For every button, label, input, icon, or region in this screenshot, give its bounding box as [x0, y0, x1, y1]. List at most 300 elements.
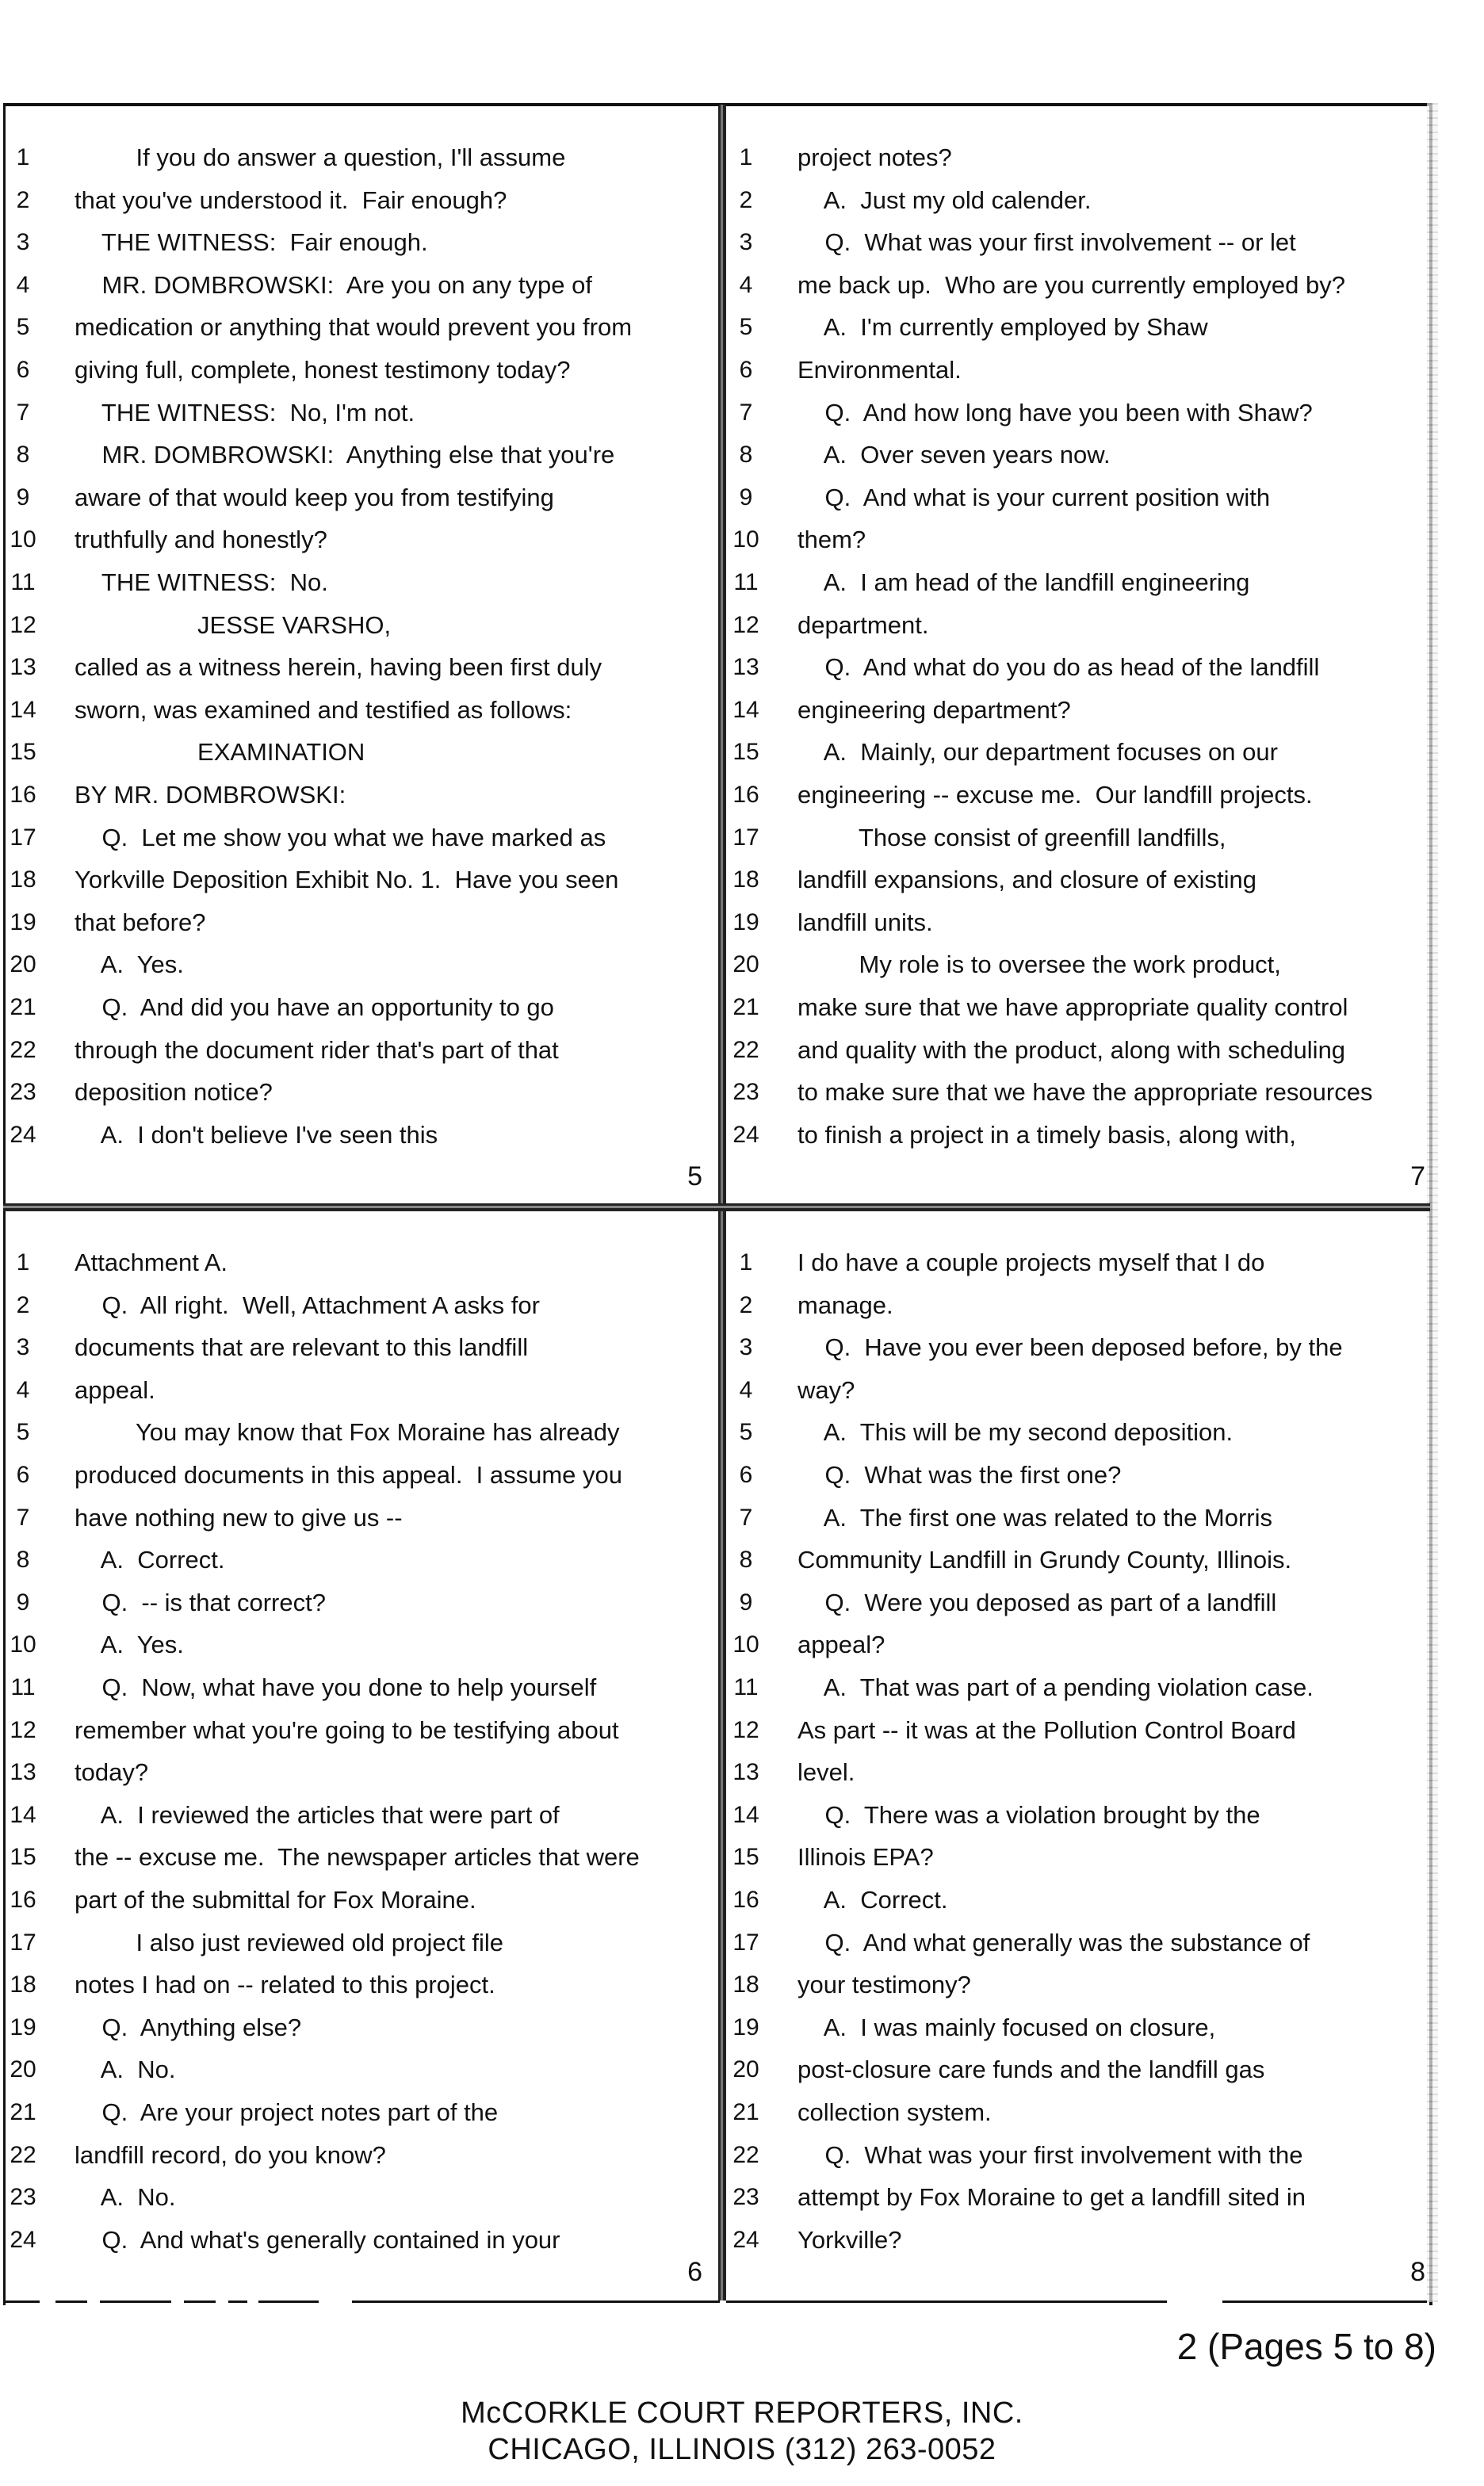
- transcript-line: [5, 1583, 710, 1623]
- line-number: 9: [739, 1589, 753, 1616]
- page-number: 6: [687, 2257, 702, 2287]
- line-text: landfill expansions, and closure of existing: [797, 866, 1257, 894]
- transcript-line: [5, 1753, 710, 1792]
- line-number: 15: [10, 739, 36, 766]
- transcript-line: [728, 1371, 1433, 1410]
- transcript-line: [5, 1371, 710, 1410]
- line-text: I do have a couple projects myself that I do: [797, 1249, 1265, 1276]
- line-text: As part -- it was at the Pollution Control Board: [797, 1715, 1296, 1744]
- line-number: 19: [10, 908, 36, 935]
- line-number: 24: [732, 1121, 759, 1148]
- transcript-line: [728, 1838, 1433, 1877]
- transcript-line: [728, 1880, 1433, 1920]
- transcript-line: [728, 181, 1433, 220]
- line-number: 12: [732, 611, 759, 638]
- line-text: engineering -- excuse me. Our landfill projects.: [797, 781, 1313, 809]
- line-text: the -- excuse me. The newspaper articles that were: [75, 1843, 640, 1872]
- line-text: giving full, complete, honest testimony today?: [75, 356, 571, 384]
- line-text: A. I don't believe I've seen this: [75, 1120, 438, 1149]
- line-number: 8: [16, 1547, 30, 1574]
- line-text: Illinois EPA?: [797, 1843, 934, 1872]
- line-text: landfill record, do you know?: [75, 2140, 386, 2169]
- line-number: 18: [10, 866, 36, 893]
- line-number: 15: [10, 1844, 36, 1871]
- line-text: Q. -- is that correct?: [75, 1588, 326, 1616]
- line-number: 19: [732, 2014, 759, 2040]
- line-text: Q. Let me show you what we have marked as: [75, 823, 606, 851]
- line-number: 12: [10, 1716, 36, 1743]
- line-text: sworn, was examined and testified as follows:: [75, 695, 572, 724]
- transcript-line: [728, 1965, 1433, 2005]
- reporter-name: McCORKLE COURT REPORTERS, INC.: [461, 2396, 1023, 2430]
- transcript-line: [5, 988, 710, 1027]
- line-number: 12: [10, 611, 36, 638]
- transcript-line: [5, 1031, 710, 1070]
- line-text: notes I had on -- related to this project.: [75, 1971, 495, 1999]
- line-number: 23: [10, 1079, 36, 1106]
- line-number: 13: [10, 1759, 36, 1786]
- transcript-line: [728, 1923, 1433, 1963]
- line-text: A. Mainly, our department focuses on our: [797, 738, 1278, 767]
- line-text: MR. DOMBROWSKI: Anything else that you're: [75, 441, 615, 469]
- line-number: 24: [732, 2226, 759, 2253]
- line-number: 7: [739, 399, 753, 426]
- pages-range-label: 2 (Pages 5 to 8): [1176, 2326, 1436, 2367]
- line-text: appeal?: [797, 1631, 885, 1659]
- transcript-line: [5, 350, 710, 390]
- line-text: that you've understood it. Fair enough?: [75, 185, 507, 214]
- transcript-line: [5, 181, 710, 220]
- line-text: THE WITNESS: No, I'm not.: [75, 398, 415, 426]
- line-number: 18: [732, 866, 759, 893]
- line-text: Yorkville?: [797, 2225, 902, 2254]
- line-text: A. Yes.: [75, 1631, 184, 1659]
- transcript-line: [728, 393, 1433, 433]
- line-text: Community Landfill in Grundy County, Illinois.: [797, 1546, 1292, 1574]
- line-number: 11: [733, 569, 759, 595]
- line-number: 5: [739, 1419, 753, 1446]
- line-text: engineering department?: [797, 695, 1071, 724]
- transcript-line: [5, 1073, 710, 1112]
- line-text: Q. Were you deposed as part of a landfill: [797, 1588, 1277, 1616]
- line-number: 5: [16, 1419, 30, 1446]
- line-number: 7: [739, 1504, 753, 1531]
- line-number: 14: [10, 1801, 36, 1828]
- line-number: 18: [732, 1972, 759, 1998]
- line-text: BY MR. DOMBROWSKI:: [75, 781, 346, 809]
- transcript-line: [5, 1413, 710, 1452]
- line-text: Q. And did you have an opportunity to go: [75, 993, 554, 1021]
- vertical-divider: [718, 105, 726, 2301]
- transcript-line: [728, 818, 1433, 858]
- line-number: 6: [16, 1462, 30, 1488]
- line-number: 24: [10, 2226, 36, 2253]
- line-number: 15: [732, 739, 759, 766]
- line-number: 20: [732, 951, 759, 978]
- transcript-line: [728, 520, 1433, 560]
- line-text: A. I reviewed the articles that were part of: [75, 1800, 560, 1829]
- line-text: documents that are relevant to this landfill: [75, 1333, 529, 1362]
- line-text: truthfully and honestly?: [75, 526, 327, 554]
- line-number: 17: [732, 1929, 759, 1956]
- transcript-line: [5, 563, 710, 602]
- transcript-line: [5, 435, 710, 475]
- transcript-line: [5, 1965, 710, 2005]
- line-number: 22: [732, 2141, 759, 2168]
- line-number: 13: [732, 654, 759, 681]
- line-number: 3: [16, 1334, 30, 1361]
- line-text: Q. Are your project notes part of the: [75, 2098, 499, 2126]
- transcript-line: [5, 1498, 710, 1538]
- line-text: Q. What was your first involvement -- or let: [797, 228, 1296, 257]
- transcript-line: [5, 903, 710, 943]
- transcript-line: [5, 1711, 710, 1750]
- line-text: Q. What was the first one?: [797, 1461, 1122, 1489]
- line-number: 11: [733, 1674, 759, 1700]
- transcript-line: [5, 308, 710, 347]
- transcript-line: [728, 1328, 1433, 1367]
- transcript-line: [5, 393, 710, 433]
- transcript-line: [5, 1286, 710, 1325]
- transcript-line: [728, 903, 1433, 943]
- transcript-line: [5, 860, 710, 900]
- line-text: Q. Anything else?: [75, 2013, 302, 2041]
- line-number: 6: [739, 1462, 753, 1488]
- line-number: 3: [739, 229, 753, 256]
- transcript-line: [728, 2220, 1433, 2260]
- line-text: I also just reviewed old project file: [75, 1928, 504, 1956]
- line-text: through the document rider that's part of that: [75, 1035, 559, 1064]
- line-text: Q. All right. Well, Attachment A asks for: [75, 1291, 540, 1319]
- page-number: 7: [1410, 1161, 1425, 1191]
- line-text: called as a witness herein, having been first duly: [75, 653, 602, 682]
- transcript-line: [5, 1668, 710, 1708]
- transcript-line: [728, 435, 1433, 475]
- transcript-line: [5, 648, 710, 687]
- line-text: EXAMINATION: [75, 738, 365, 767]
- line-text: landfill units.: [797, 908, 933, 936]
- transcript-line: [728, 1796, 1433, 1835]
- line-text: A. The first one was related to the Morris: [797, 1503, 1273, 1532]
- line-number: 22: [10, 1036, 36, 1063]
- line-text: THE WITNESS: No.: [75, 568, 328, 596]
- transcript-line: [5, 2050, 710, 2090]
- line-text: A. That was part of a pending violation case.: [797, 1673, 1314, 1701]
- line-number: 23: [732, 1079, 759, 1106]
- transcript-line: [5, 775, 710, 815]
- line-text: me back up. Who are you currently employed by?: [797, 270, 1345, 299]
- transcript-line: [5, 732, 710, 772]
- line-text: Those consist of greenfill landfills,: [797, 823, 1226, 851]
- line-number: 22: [10, 2141, 36, 2168]
- line-text: Attachment A.: [75, 1249, 228, 1276]
- line-text: THE WITNESS: Fair enough.: [75, 228, 428, 257]
- line-text: Q. What was your first involvement with the: [797, 2140, 1303, 2169]
- line-text: have nothing new to give us --: [75, 1503, 403, 1532]
- line-text: Q. Now, what have you done to help yourself: [75, 1673, 597, 1701]
- line-number: 14: [10, 696, 36, 723]
- line-text: Environmental.: [797, 356, 962, 384]
- line-text: A. Correct.: [797, 1886, 948, 1914]
- line-text: today?: [75, 1758, 149, 1787]
- transcript-line: [728, 2008, 1433, 2048]
- line-text: A. I was mainly focused on closure,: [797, 2013, 1216, 2041]
- line-number: 1: [16, 1249, 30, 1276]
- transcript-line: [5, 2220, 710, 2260]
- line-text: manage.: [797, 1291, 893, 1319]
- line-text: A. I'm currently employed by Shaw: [797, 313, 1208, 342]
- transcript-line: [5, 1455, 710, 1495]
- transcript-line: [728, 648, 1433, 687]
- line-text: Q. And what do you do as head of the landfill: [797, 653, 1320, 682]
- transcript-line: [5, 266, 710, 305]
- line-text: A. Correct.: [75, 1546, 225, 1574]
- line-number: 16: [10, 1887, 36, 1913]
- line-text: remember what you're going to be testifying about: [75, 1715, 619, 1744]
- transcript-line: [728, 2136, 1433, 2175]
- line-number: 22: [732, 1036, 759, 1063]
- line-number: 4: [16, 1376, 30, 1403]
- transcript-line: [728, 1753, 1433, 1792]
- transcript-line: [5, 138, 710, 178]
- line-number: 4: [16, 271, 30, 298]
- transcript-line: [728, 690, 1433, 730]
- line-number: 7: [16, 399, 30, 426]
- transcript-line: [5, 606, 710, 645]
- transcript-line: [5, 2136, 710, 2175]
- line-text: Q. There was a violation brought by the: [797, 1800, 1260, 1829]
- line-text: appeal.: [75, 1375, 155, 1404]
- line-number: 2: [739, 1291, 753, 1318]
- line-number: 18: [10, 1972, 36, 1998]
- line-text: that before?: [75, 908, 206, 936]
- transcript-line: [728, 308, 1433, 347]
- line-text: Q. And what is your current position with: [797, 483, 1271, 511]
- transcript-line: [5, 1880, 710, 1920]
- line-text: level.: [797, 1758, 855, 1787]
- line-number: 4: [739, 1376, 753, 1403]
- transcript-line: [728, 2050, 1433, 2090]
- line-number: 2: [16, 1291, 30, 1318]
- transcript-line: [5, 1796, 710, 1835]
- line-number: 5: [739, 314, 753, 341]
- line-number: 21: [10, 2099, 36, 2125]
- line-number: 1: [739, 144, 753, 170]
- transcript-line: [728, 350, 1433, 390]
- line-number: 20: [10, 2056, 36, 2083]
- transcript-line: [5, 1838, 710, 1877]
- line-text: to finish a project in a timely basis, along with,: [797, 1120, 1296, 1149]
- line-number: 20: [10, 951, 36, 978]
- line-text: department.: [797, 610, 929, 639]
- line-number: 4: [739, 271, 753, 298]
- line-text: You may know that Fox Moraine has already: [75, 1418, 620, 1447]
- line-text: to make sure that we have the appropriate resources: [797, 1078, 1373, 1107]
- line-number: 11: [10, 1674, 36, 1700]
- line-number: 3: [16, 229, 30, 256]
- line-number: 10: [10, 1631, 36, 1658]
- line-number: 5: [16, 314, 30, 341]
- transcript-line: [728, 1668, 1433, 1708]
- line-number: 24: [10, 1121, 36, 1148]
- line-number: 2: [16, 186, 30, 213]
- transcript-line: [728, 2178, 1433, 2217]
- transcript-line: [728, 1413, 1433, 1452]
- line-number: 21: [732, 994, 759, 1020]
- line-text: A. Over seven years now.: [797, 441, 1111, 469]
- transcript-line: [728, 988, 1433, 1027]
- line-text: deposition notice?: [75, 1078, 273, 1107]
- page-number: 8: [1410, 2257, 1425, 2287]
- line-text: and quality with the product, along with scheduling: [797, 1035, 1346, 1064]
- line-text: them?: [797, 526, 866, 554]
- line-number: 1: [16, 144, 30, 170]
- transcript-line: [728, 1583, 1433, 1623]
- transcript-line: [5, 1923, 710, 1963]
- line-number: 21: [732, 2099, 759, 2125]
- line-text: make sure that we have appropriate quality control: [797, 993, 1348, 1021]
- line-text: way?: [797, 1375, 855, 1404]
- transcript-line: [5, 690, 710, 730]
- transcript-line: [5, 1540, 710, 1580]
- line-text: your testimony?: [797, 1971, 971, 1999]
- transcript-line: [728, 1031, 1433, 1070]
- line-number: 8: [739, 1547, 753, 1574]
- line-number: 6: [739, 357, 753, 383]
- line-text: Yorkville Deposition Exhibit No. 1. Have you seen: [75, 866, 619, 894]
- transcript-line: [5, 1625, 710, 1665]
- page-number: 5: [687, 1161, 702, 1191]
- line-number: 7: [16, 1504, 30, 1531]
- line-number: 12: [732, 1716, 759, 1743]
- transcript-line: [5, 945, 710, 985]
- transcript-line: [728, 860, 1433, 900]
- transcript-line: [728, 1073, 1433, 1112]
- line-number: 9: [16, 1589, 30, 1616]
- line-text: A. Just my old calender.: [797, 185, 1092, 214]
- line-number: 13: [732, 1759, 759, 1786]
- transcript-line: [5, 2178, 710, 2217]
- line-number: 8: [16, 442, 30, 469]
- line-text: post-closure care funds and the landfill gas: [797, 2056, 1265, 2084]
- transcript-line: [5, 2093, 710, 2132]
- line-text: attempt by Fox Moraine to get a landfill sited in: [797, 2183, 1306, 2212]
- line-text: A. I am head of the landfill engineering: [797, 568, 1250, 596]
- transcript-line: [728, 478, 1433, 518]
- line-number: 16: [10, 782, 36, 808]
- transcript-line: [728, 563, 1433, 602]
- transcript-line: [5, 520, 710, 560]
- transcript-page-8: [728, 1211, 1441, 2310]
- transcript-line: [728, 1455, 1433, 1495]
- line-number: 1: [739, 1249, 753, 1276]
- transcript-line: [5, 478, 710, 518]
- transcript-line: [5, 1115, 710, 1155]
- line-text: JESSE VARSHO,: [75, 610, 392, 639]
- line-number: 3: [739, 1334, 753, 1361]
- line-number: 19: [10, 2014, 36, 2040]
- line-number: 17: [10, 1929, 36, 1956]
- line-text: part of the submittal for Fox Moraine.: [75, 1886, 476, 1914]
- line-text: A. No.: [75, 2183, 176, 2212]
- line-number: 17: [732, 824, 759, 851]
- line-text: Q. And what's generally contained in your: [75, 2225, 560, 2254]
- line-text: collection system.: [797, 2098, 992, 2126]
- transcript-page-7: [728, 106, 1441, 1205]
- line-number: 20: [732, 2056, 759, 2083]
- transcript-line: [728, 1115, 1433, 1155]
- line-text: Q. And how long have you been with Shaw?: [797, 398, 1313, 426]
- line-number: 23: [732, 2184, 759, 2211]
- transcript-page-5: [5, 106, 718, 1205]
- transcript-line: [728, 1711, 1433, 1750]
- reporter-contact: CHICAGO, ILLINOIS (312) 263-0052: [488, 2433, 996, 2466]
- transcript-line: [728, 1625, 1433, 1665]
- line-text: A. No.: [75, 2056, 176, 2084]
- line-text: produced documents in this appeal. I assume you: [75, 1461, 623, 1489]
- transcript-line: [728, 1498, 1433, 1538]
- transcript-line: [728, 266, 1433, 305]
- transcript-line: [728, 223, 1433, 262]
- transcript-line: [5, 1243, 710, 1283]
- line-text: My role is to oversee the work product,: [797, 950, 1281, 979]
- line-number: 10: [732, 526, 759, 553]
- transcript-line: [728, 775, 1433, 815]
- line-number: 13: [10, 654, 36, 681]
- line-text: aware of that would keep you from testifying: [75, 483, 554, 511]
- line-text: A. Yes.: [75, 950, 184, 979]
- line-number: 17: [10, 824, 36, 851]
- line-number: 14: [732, 696, 759, 723]
- transcript-line: [728, 138, 1433, 178]
- line-number: 9: [16, 484, 30, 511]
- line-number: 19: [732, 908, 759, 935]
- transcript-line: [5, 2008, 710, 2048]
- transcript-line: [728, 945, 1433, 985]
- line-text: Q. And what generally was the substance of: [797, 1928, 1310, 1956]
- line-text: A. This will be my second deposition.: [797, 1418, 1233, 1447]
- transcript-page-6: [5, 1211, 718, 2310]
- line-number: 8: [739, 442, 753, 469]
- line-text: MR. DOMBROWSKI: Are you on any type of: [75, 270, 592, 299]
- line-text: medication or anything that would prevent you from: [75, 313, 633, 342]
- line-number: 14: [732, 1801, 759, 1828]
- line-number: 16: [732, 782, 759, 808]
- line-number: 6: [16, 357, 30, 383]
- line-number: 2: [739, 186, 753, 213]
- line-number: 11: [10, 569, 36, 595]
- transcript-line: [728, 606, 1433, 645]
- line-number: 23: [10, 2184, 36, 2211]
- transcript-line: [728, 1286, 1433, 1325]
- transcript-line: [728, 732, 1433, 772]
- transcript-line: [728, 2093, 1433, 2132]
- transcript-line: [728, 1540, 1433, 1580]
- line-number: 21: [10, 994, 36, 1020]
- line-text: Q. Have you ever been deposed before, by the: [797, 1333, 1343, 1362]
- line-number: 15: [732, 1844, 759, 1871]
- transcript-line: [5, 223, 710, 262]
- line-number: 9: [739, 484, 753, 511]
- transcript-line: [5, 818, 710, 858]
- line-text: project notes?: [797, 143, 952, 171]
- line-number: 10: [10, 526, 36, 553]
- transcript-line: [5, 1328, 710, 1367]
- line-number: 10: [732, 1631, 759, 1658]
- transcript-line: [728, 1243, 1433, 1283]
- line-number: 16: [732, 1887, 759, 1913]
- line-text: If you do answer a question, I'll assume: [75, 143, 566, 171]
